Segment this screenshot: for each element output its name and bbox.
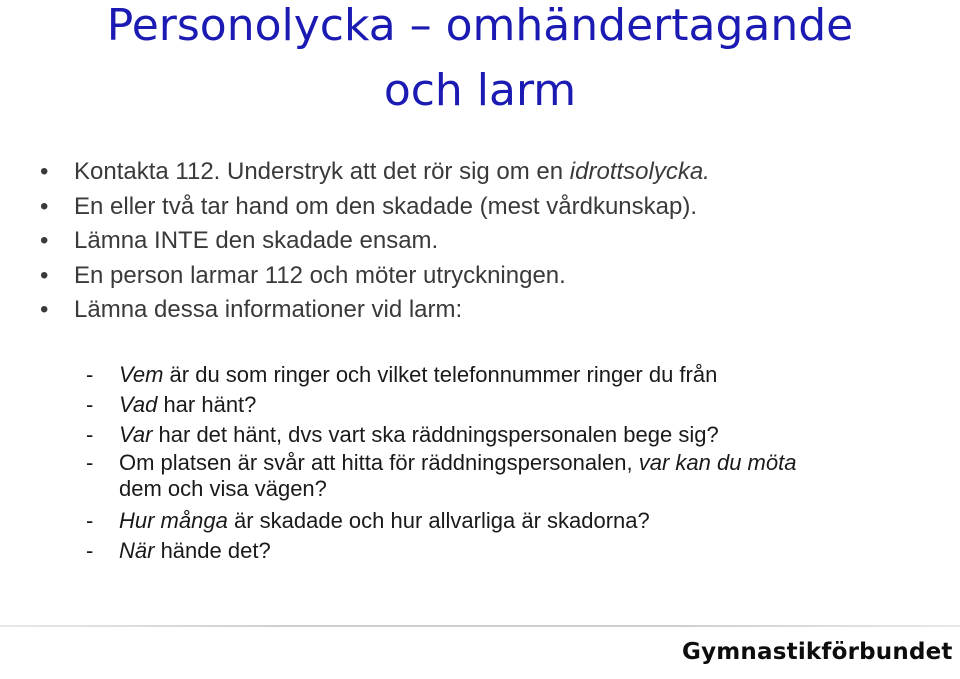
question-list (86, 360, 796, 566)
question-emphasis: Var (119, 422, 153, 447)
question-item (86, 420, 796, 450)
bullet-item (40, 155, 710, 190)
bullet-item (40, 293, 710, 328)
question-text: är skadade och hur allvarliga är skadorna? (227, 508, 650, 533)
bullet-text: En person larmar 112 och möter utryckningen. (74, 261, 566, 289)
question-text: har hänt? (157, 392, 257, 417)
footer-divider (0, 625, 960, 627)
question-item (86, 360, 796, 390)
bullet-item (40, 190, 710, 225)
question-text: är du som ringer och vilket telefonnummer ringer du från (163, 362, 718, 387)
question-text: har det hänt, dvs vart ska räddningspersonalen bege sig? (152, 422, 719, 447)
question-item (86, 450, 796, 502)
slide-title-line-1: Personolycka – omhändertagande (106, 0, 854, 51)
logo-wordmark: Gymnastikförbundet (682, 639, 953, 665)
question-emphasis: Vem (119, 362, 164, 387)
slide-title-line-2: och larm (383, 65, 577, 116)
question-item (86, 506, 796, 536)
bullet-emphasis: idrottsolycka. (569, 158, 710, 185)
question-emphasis: var kan du möta (638, 450, 797, 475)
bullet-text: Lämna INTE den skadade ensam. (74, 227, 439, 254)
question-text: hände det? (154, 538, 271, 563)
question-emphasis: Hur många (119, 508, 228, 533)
question-text-continued: dem och visa vägen? (119, 476, 327, 501)
question-item (86, 536, 796, 566)
bullet-item (40, 224, 710, 259)
question-emphasis: När (119, 538, 155, 563)
question-item (86, 390, 796, 420)
bullet-item (40, 259, 710, 294)
question-emphasis: Vad (119, 392, 158, 417)
bullet-text: En eller två tar hand om den skadade (mest vårdkunskap). (74, 192, 697, 220)
bullet-text: Kontakta 112. Understryk att det rör sig om en (74, 158, 570, 185)
question-text: Om platsen är svår att hitta för räddningspersonalen, (119, 450, 639, 475)
bullet-text: Lämna dessa informationer vid larm: (74, 296, 463, 323)
gymnastikforbundet-logo (682, 630, 960, 674)
bullet-list (40, 155, 710, 328)
